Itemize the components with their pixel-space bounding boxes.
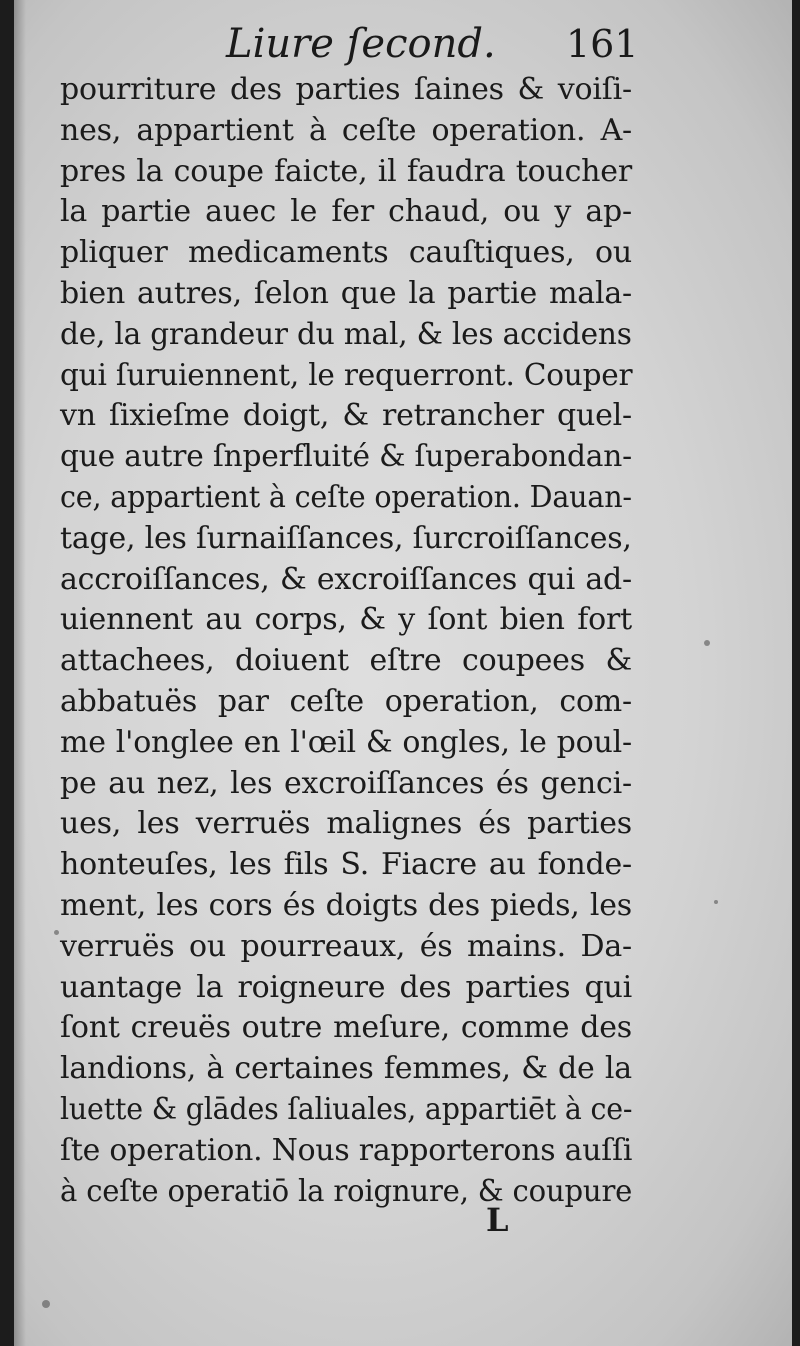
text-line: me l'onglee en l'œil & ongles, le poul- — [60, 724, 632, 760]
text-line: uiennent au corps, & y ſont bien fort — [60, 602, 632, 638]
text-line: de, la grandeur du mal, & les accidens — [60, 316, 632, 352]
running-head — [14, 18, 792, 78]
text-line: nes, appartient à ceſte operation. A- — [60, 112, 632, 148]
text-line: à ceſte operatiō la roignure, & coupure — [60, 1173, 633, 1209]
paper-speck — [714, 900, 718, 904]
text-line: bien autres, ſelon que la partie mala- — [60, 275, 632, 311]
text-line: ues, les verruës malignes és parties — [60, 806, 632, 842]
text-line: ſte operation. Nous rapporterons auſſi — [60, 1132, 633, 1168]
text-line: accroiſſances, & excroiſſances qui ad- — [60, 561, 632, 597]
text-line: ment, les cors és doigts des pieds, les — [60, 887, 632, 923]
text-line: uantage la roigneure des parties qui — [60, 969, 632, 1005]
text-line: tage, les ſurnaiſſances, ſurcroiſſances, — [60, 520, 632, 556]
page-gutter-shadow — [14, 0, 26, 1346]
text-line: pliquer medicaments cauſtiques, ou — [60, 235, 632, 271]
text-line: ce, appartient à ceſte operation. Dauan- — [60, 479, 632, 515]
text-line: pourriture des parties ſaines & voiſi- — [60, 72, 632, 107]
text-line: la partie auec le fer chaud, ou y ap- — [60, 194, 632, 230]
book-page — [14, 0, 792, 1346]
paper-speck — [54, 930, 59, 935]
paper-speck — [704, 640, 710, 646]
running-title: Liure ſecond. — [226, 21, 496, 67]
paper-speck — [42, 1300, 50, 1308]
text-line: qui ſuruiennent, le requerront. Couper — [60, 357, 633, 393]
text-line: verruës ou pourreaux, és mains. Da- — [60, 928, 632, 964]
text-line: luette & glādes ſaliuales, appartiēt à ce- — [60, 1091, 633, 1127]
text-line: attachees, doiuent eſtre coupees & — [60, 643, 632, 679]
text-line: honteuſes, les fils S. Fiacre au fonde- — [60, 847, 632, 883]
text-line: abbatuës par ceſte operation, com- — [60, 683, 632, 719]
text-line: ſont creuës outre meſure, comme des — [60, 1010, 632, 1046]
body-text — [60, 70, 632, 1212]
text-line: vn ſixieſme doigt, & retrancher quel- — [60, 398, 632, 434]
signature-mark: L — [486, 1201, 509, 1239]
text-line: pe au nez, les excroiſſances és genci- — [60, 765, 632, 801]
text-line: landions, à certaines femmes, & de la — [60, 1051, 632, 1087]
page-number: 161 — [566, 22, 639, 66]
text-line: pres la coupe faicte, il faudra toucher — [60, 153, 632, 189]
text-line: que autre ſnperfluité & ſuperabondan- — [60, 439, 632, 475]
